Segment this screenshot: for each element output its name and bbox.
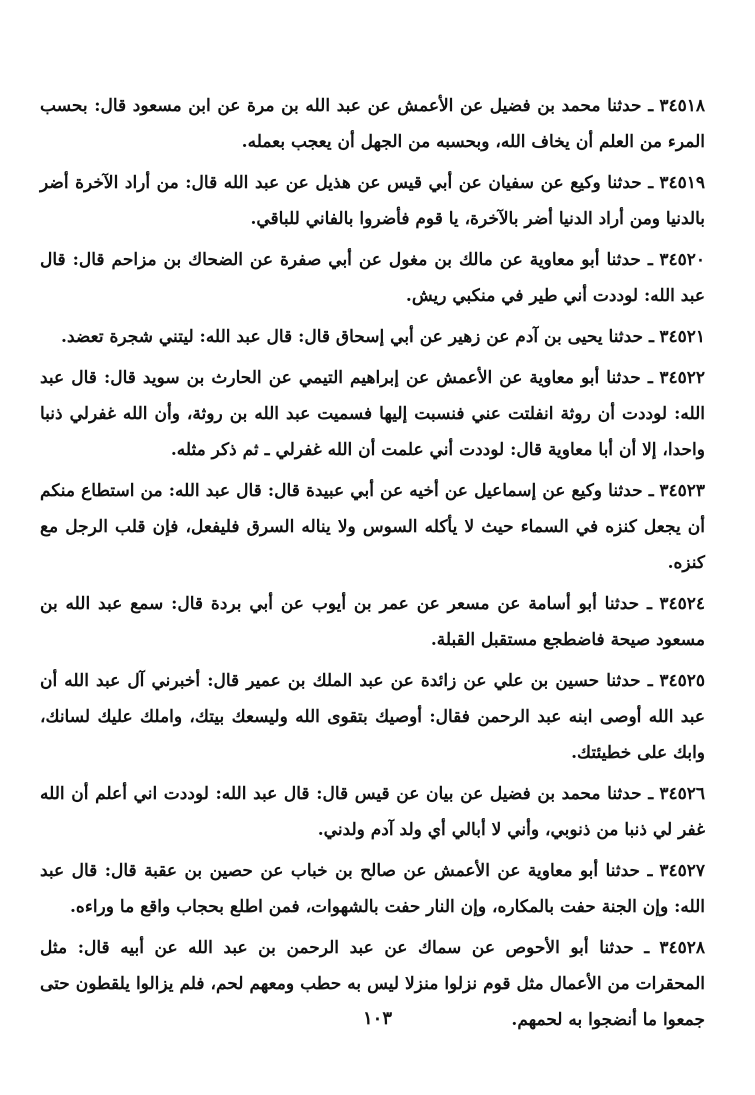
entry-text: ـ حدثنا أبو معاوية عن الأعمش عن صالح بن خباب عن حصين بن عقبة قال: قال عبد الله: وإن الجنة حفت بالمكاره، وإن النار حفت بالشهوات، فمن اطلع بحجاب واقع ما وراءه.: [40, 861, 705, 917]
entry-number: ٣٤٥٢٠: [659, 250, 705, 270]
hadith-entry: [40, 360, 705, 468]
entry-text: ـ حدثنا محمد بن فضيل عن الأعمش عن عبد الله بن مرة عن ابن مسعود قال: بحسب المرء من العلم أن يخاف الله، وبحسبه من الجهل أن يعجب بعمله.: [40, 96, 705, 152]
entry-text: ـ حدثنا يحيى بن آدم عن زهير عن أبي إسحاق قال: قال عبد الله: ليتني شجرة تعضد.: [61, 327, 654, 347]
entry-text: ـ حدثنا أبو الأحوص عن سماك عن عبد الرحمن بن عبد الله عن أبيه قال: مثل المحقرات من الأعمال مثل قوم نزلوا منزلا ليس به حطب ومعهم لحم، فلم يزالوا يلقطون حتى جمعوا ما أنضجوا به لحمهم.: [40, 938, 705, 1030]
entry-number: ٣٤٥٢٧: [659, 861, 706, 881]
entry-text: ـ حدثنا وكيع عن سفيان عن أبي قيس عن هذيل عن عبد الله قال: من أراد الآخرة أضر بالدنيا ومن أراد الدنيا أضر بالآخرة، يا قوم فأضروا بالفاني للباقي.: [40, 173, 705, 229]
hadith-entry: [40, 473, 705, 581]
hadith-entry: [40, 242, 705, 314]
hadith-entry: [40, 165, 705, 237]
entry-text: ـ حدثنا أبو أسامة عن مسعر عن عمر بن أيوب عن أبي بردة قال: سمع عبد الله بن مسعود صيحة فاضطجع مستقبل القبلة.: [40, 594, 705, 650]
entry-text: ـ حدثنا وكيع عن إسماعيل عن أخيه عن أبي عبيدة قال: قال عبد الله: من استطاع منكم أن يجعل كنزه في السماء حيث لا يأكله السوس ولا يناله السرق فليفعل، فإن قلب الرجل مع كنزه.: [40, 481, 705, 573]
hadith-entry: [40, 88, 705, 160]
entry-number: ٣٤٥٢٨: [659, 938, 705, 958]
entry-number: ٣٤٥٢٦: [659, 784, 706, 804]
entry-text: ـ حدثنا حسين بن علي عن زائدة عن عبد الملك بن عمير قال: أخبرني آل عبد الله أن عبد الله أوصى ابنه عبد الرحمن فقال: أوصيك بتقوى الله وليسعك بيتك، واملك عليك لسانك، وابك على خطيئتك.: [40, 671, 705, 763]
hadith-entry: [40, 853, 705, 925]
hadith-entry: [40, 586, 705, 658]
hadith-entries: [40, 88, 705, 1038]
entry-number: ٣٤٥٢١: [659, 327, 705, 347]
entry-number: ٣٤٥٢٢: [659, 368, 705, 388]
entry-text: ـ حدثنا محمد بن فضيل عن بيان عن قيس قال: قال عبد الله: لوددت اني أعلم أن الله غفر لي ذنبا من ذنوبي، وأني لا أبالي أي ولد آدم ولدني.: [40, 784, 705, 840]
entry-text: ـ حدثنا أبو معاوية عن الأعمش عن إبراهيم التيمي عن الحارث بن سويد قال: قال عبد الله: لوددت أن روثة انفلتت عني فنسبت إليها فسميت عبد الله بن روثة، وأن الله غفرلي ذنبا واحدا، إلا أن أبا معاوية قال: لوددت أني علمت أن الله غفرلي ـ ثم ذكر مثله.: [40, 368, 705, 460]
hadith-entry: [40, 663, 705, 771]
entry-number: ٣٤٥٢٤: [659, 594, 705, 614]
entry-number: ٣٤٥٢٣: [659, 481, 706, 501]
hadith-entry: [40, 776, 705, 848]
hadith-entry: [40, 319, 705, 355]
entry-number: ٣٤٥١٨: [659, 96, 705, 116]
page-number: ١٠٣: [362, 1008, 392, 1029]
entry-text: ـ حدثنا أبو معاوية عن مالك بن مغول عن أبي صفرة عن الضحاك بن مزاحم قال: قال عبد الله: لوددت أني طير في منكبي ريش.: [40, 250, 705, 306]
entry-number: ٣٤٥٢٥: [659, 671, 705, 691]
entry-number: ٣٤٥١٩: [659, 173, 705, 193]
